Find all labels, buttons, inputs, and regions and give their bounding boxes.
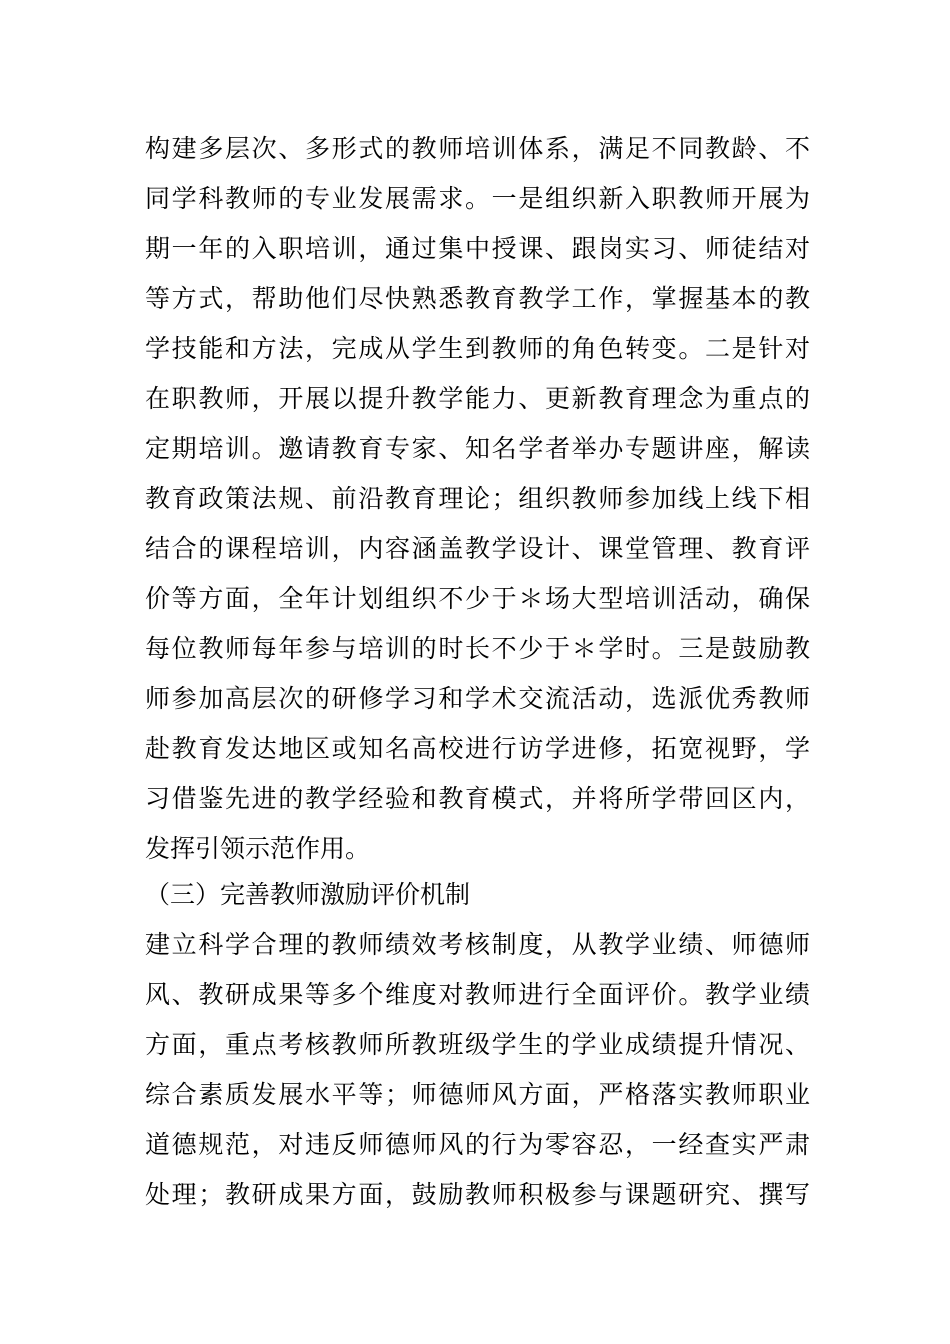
paragraph-line: 构建多层次、多形式的教师培训体系，满足不同教龄、不 xyxy=(145,134,810,163)
paragraph-line: 处理；教研成果方面，鼓励教师积极参与课题研究、撰写 xyxy=(145,1180,810,1209)
paragraph-line: 综合素质发展水平等；师德师风方面，严格落实教师职业 xyxy=(145,1080,810,1109)
paragraph-line: 道德规范，对违反师德师风的行为零容忍，一经查实严肃 xyxy=(145,1130,810,1159)
paragraph-line: 结合的课程培训，内容涵盖教学设计、课堂管理、教育评 xyxy=(145,534,810,563)
paragraph-line: 期一年的入职培训，通过集中授课、跟岗实习、师徒结对 xyxy=(145,234,810,263)
paragraph-line: 定期培训。邀请教育专家、知名学者举办专题讲座，解读 xyxy=(145,434,810,463)
paragraph-line: 在职教师，开展以提升教学能力、更新教育理念为重点的 xyxy=(145,384,810,413)
section-heading: （三）完善教师激励评价机制 xyxy=(145,880,471,909)
paragraph-incentive-evaluation xyxy=(145,920,810,1220)
paragraph-line: 赴教育发达地区或知名高校进行访学进修，拓宽视野，学 xyxy=(145,734,810,763)
paragraph-line: 学技能和方法，完成从学生到教师的角色转变。二是针对 xyxy=(145,334,810,363)
paragraph-line: 建立科学合理的教师绩效考核制度，从教学业绩、师德师 xyxy=(145,930,810,959)
paragraph-teacher-training xyxy=(145,124,810,874)
paragraph-line: 价等方面，全年计划组织不少于＊场大型培训活动，确保 xyxy=(145,584,810,613)
paragraph-line: 教育政策法规、前沿教育理论；组织教师参加线上线下相 xyxy=(145,484,810,513)
paragraph-line: 等方式，帮助他们尽快熟悉教育教学工作，掌握基本的教 xyxy=(145,284,810,313)
paragraph-line: 每位教师每年参与培训的时长不少于＊学时。三是鼓励教 xyxy=(145,634,810,663)
paragraph-line: 方面，重点考核教师所教班级学生的学业成绩提升情况、 xyxy=(145,1030,810,1059)
paragraph-line: 发挥引领示范作用。 xyxy=(145,834,371,863)
paragraph-line: 同学科教师的专业发展需求。一是组织新入职教师开展为 xyxy=(145,184,810,213)
paragraph-line: 师参加高层次的研修学习和学术交流活动，选派优秀教师 xyxy=(145,684,810,713)
paragraph-line: 习借鉴先进的教学经验和教育模式，并将所学带回区内， xyxy=(145,784,810,813)
paragraph-line: 风、教研成果等多个维度对教师进行全面评价。教学业绩 xyxy=(145,980,810,1009)
